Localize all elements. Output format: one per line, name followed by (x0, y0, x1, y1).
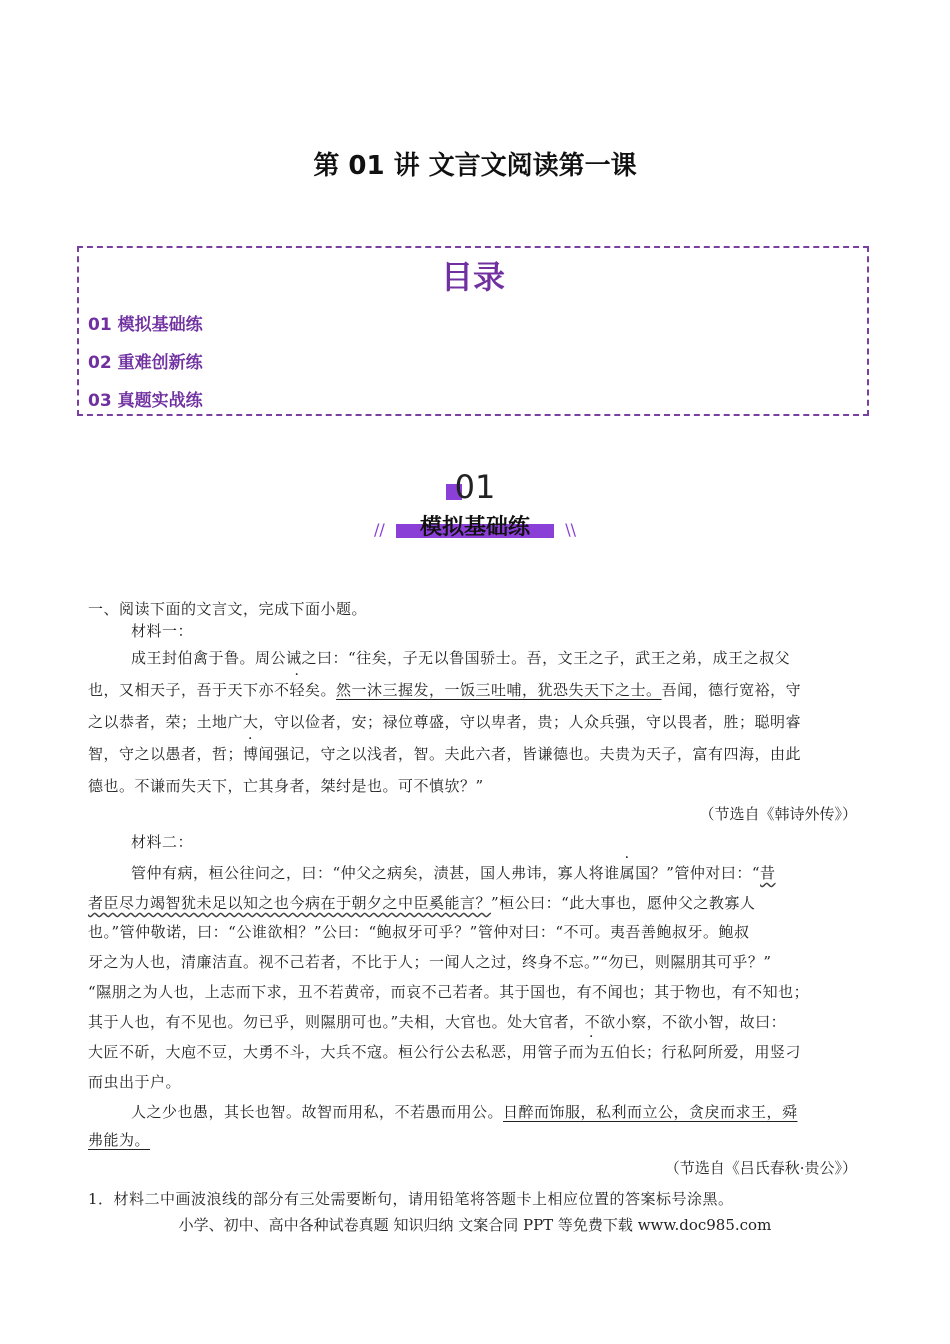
question-1: 1．材料二中画波浪线的部分有三处需要断句，请用铅笔将答题卡上相应位置的答案标号涂黑。 (88, 1190, 734, 1208)
material2-line-2 (88, 892, 755, 913)
text-span: 管仲有病，桓公往问之，曰：“仲父之病矣，渍甚，国人弗讳，寡人将谁 (131, 864, 620, 882)
wavy-underlined-text: 者臣尽力竭智犹未足以知之也今病在于朝夕之中臣奚能言？ (88, 894, 492, 912)
material2-line-7 (88, 1041, 801, 1062)
text-span: 闻强记，守之以浅者，智。夫此六者，皆谦德也。夫贵为天子，富有四海，由此 (258, 745, 802, 763)
text-span: ”桓公曰：“此大事也，愿仲父之教寡人 (491, 894, 756, 912)
material1-line-4 (88, 743, 801, 764)
material2-source: （节选自《吕氏春秋·贵公》） (664, 1159, 857, 1177)
material2-line-3: 也。”管仲敬诺，曰：“公谁欲相？”公曰：“鲍叔牙可乎？”管仲对曰：“不可。夷吾善鲍叔牙。鲍叔 (88, 923, 750, 941)
text-span: 人之少也愚，其长也智。故智而用私，不若愚而用公。 (131, 1103, 504, 1121)
material1-line-5: 德也。不谦而失天下，亡其身者，桀纣是也。可不慎欤？” (88, 777, 484, 795)
text-span: 国？”管仲对曰：“ (635, 864, 761, 882)
toc-heading: 目录 (440, 258, 505, 296)
section-badge (370, 468, 580, 548)
material1-source: （节选自《韩诗外传》） (699, 805, 857, 823)
table-of-contents (77, 246, 869, 416)
material2-label: 材料二： (131, 833, 194, 851)
material1-line-1: 成王封伯禽于鲁。周公诫之曰：“往矣，子无以鲁国骄士。吾，文王之子，武王之弟，成王之叔父 (131, 649, 791, 667)
material2-line-10 (88, 1129, 150, 1150)
underlined-sentence: 日醉而饰服，私利而立公，贪戾而求王，舜 (503, 1103, 798, 1121)
material2-line-8: 而虫出于户。 (88, 1073, 182, 1091)
material2-line-9 (131, 1101, 798, 1122)
text-span: 大匠不斫，大庖不豆，大勇不斗，大兵不寇。桓公行公去私恶，用管子而 (88, 1043, 585, 1061)
underlined-sentence: 弗能为。 (88, 1131, 151, 1149)
material2-line-1 (131, 862, 776, 883)
emphasis-dot-char: 博 (243, 745, 259, 763)
material2-line-5: “隰朋之为人也，上志而下求，丑不若黄帝，而哀不己若者。其于国也，有不闻也；其于物也，有不知也； (88, 983, 810, 1001)
toc-item-3[interactable]: 03 真题实战练 (88, 391, 203, 411)
slash-decoration-right: \\ (565, 520, 576, 539)
emphasis-dot-char: 为 (584, 1043, 600, 1061)
text-span: 也，又相天子，吾于天下亦不 (88, 681, 290, 699)
section-number: 01 (454, 468, 496, 506)
slash-decoration-left: // (374, 520, 385, 539)
material2-line-4: 牙之为人也，清廉洁直。视不己若者，不比于人；一闻人之过，终身不忘。”“勿已，则隰朋其可乎？” (88, 953, 772, 971)
underlined-sentence: 然一沐三握发，一饭三吐哺，犹恐失天下之士。 (336, 681, 662, 699)
emphasis-dot-char: 轻 (289, 681, 306, 699)
toc-item-2[interactable]: 02 重难创新练 (88, 353, 203, 373)
text-span: 矣。 (305, 681, 337, 699)
document-title: 第 01 讲 文言文阅读第一课 (313, 151, 637, 181)
text-span: 五伯长；行私阿所爱，用竖刁 (599, 1043, 802, 1061)
wavy-underlined-text: 昔 (760, 864, 776, 882)
question-intro: 一、阅读下面的文言文，完成下面小题。 (88, 600, 368, 618)
text-span: 吾闻，德行宽裕，守 (661, 681, 802, 699)
material1-line-2 (88, 679, 801, 700)
material1-label: 材料一： (131, 622, 194, 640)
material1-line-3: 之以恭者，荣；土地广大，守以俭者，安；禄位尊盛，守以卑者，贵；人众兵强，守以畏者，胜；聪明睿 (88, 713, 802, 731)
text-span: 智，守之以愚者，哲； (88, 745, 244, 763)
material2-line-6: 其于人也，有不见也。勿已乎，则隰朋可也。”夫相，大官也。处大官者，不欲小察，不欲小智，故曰： (88, 1013, 787, 1031)
page-footer: 小学、初中、高中各种试卷真题 知识归纳 文案合同 PPT 等免费下载 www.doc985.com (178, 1216, 772, 1234)
section-name: 模拟基础练 (419, 515, 530, 540)
emphasis-dot-char: 属 (619, 864, 636, 882)
toc-item-1[interactable]: 01 模拟基础练 (88, 315, 203, 335)
